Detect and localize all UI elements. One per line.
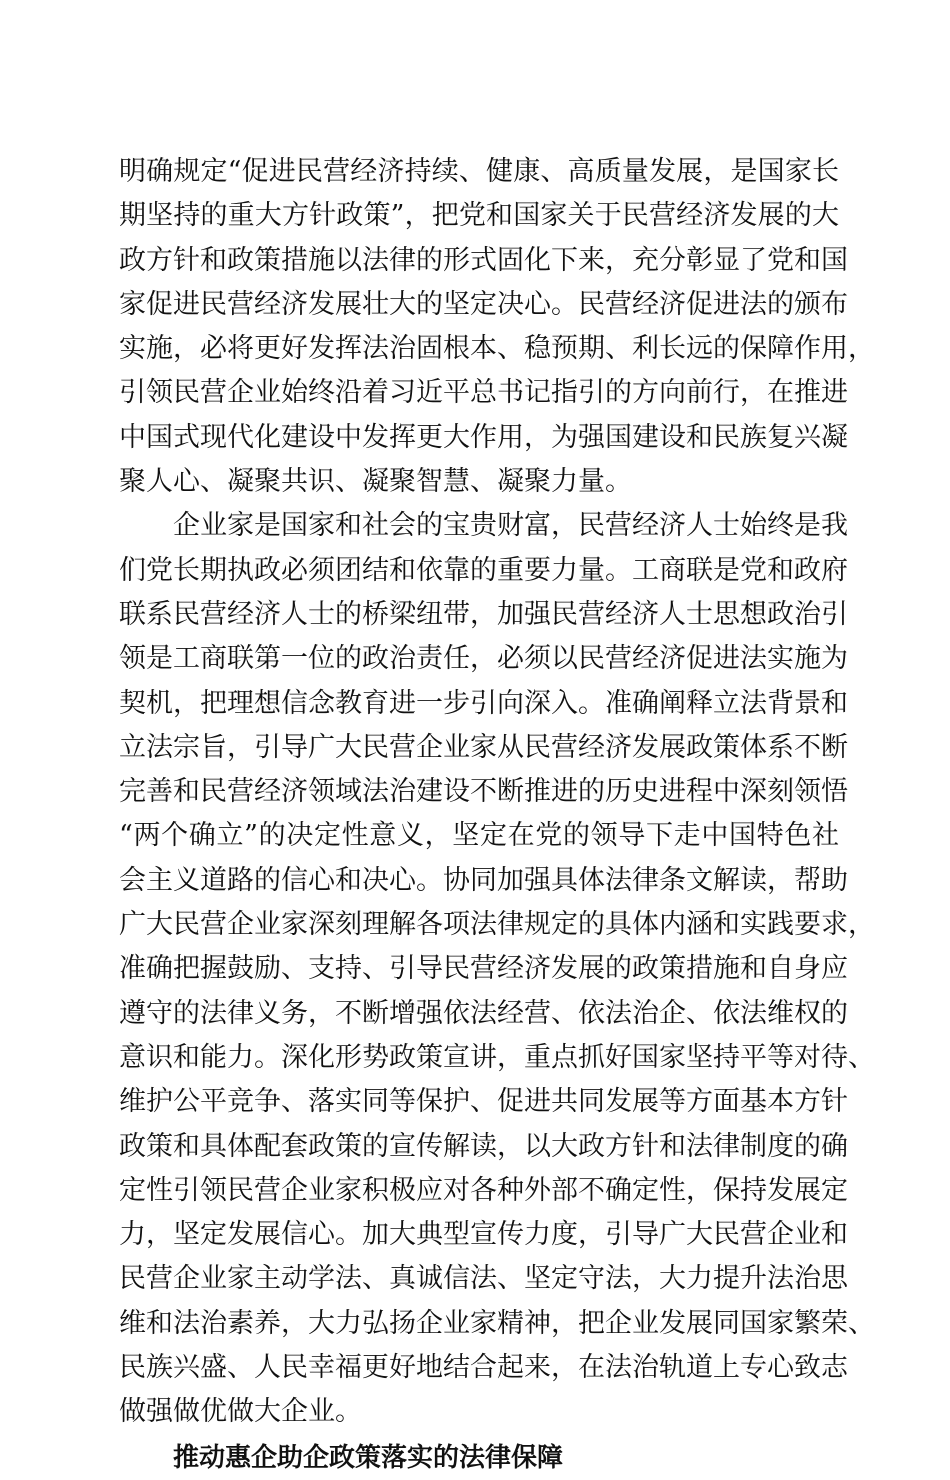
text-line: 会主义道路的信心和决心。协同加强具体法律条文解读，帮助 bbox=[119, 864, 848, 896]
text-line: 契机，把理想信念教育进一步引向深入。准确阐释立法背景和 bbox=[119, 687, 848, 719]
text-line: “两个确立”的决定性意义，坚定在党的领导下走中国特色社 bbox=[119, 820, 839, 852]
text-line: 们党长期执政必须团结和依靠的重要力量。工商联是党和政府 bbox=[119, 554, 848, 586]
paragraph-1 bbox=[119, 150, 875, 504]
text-line: 完善和民营经济领域法治建设不断推进的历史进程中深刻领悟 bbox=[119, 776, 848, 808]
text-line: 维和法治素养，大力弘扬企业家精神，把企业发展同国家繁荣、 bbox=[119, 1307, 875, 1339]
text-line: 遵守的法律义务，不断增强依法经营、依法治企、依法维权的 bbox=[119, 997, 848, 1029]
text-line: 维护公平竞争、落实同等保护、促进共同发展等方面基本方针 bbox=[119, 1086, 848, 1118]
text-line: 广大民营企业家深刻理解各项法律规定的具体内涵和实践要求， bbox=[119, 909, 875, 941]
text-line: 引领民营企业始终沿着习近平总书记指引的方向前行，在推进 bbox=[119, 377, 848, 409]
text-line: 家促进民营经济发展壮大的坚定决心。民营经济促进法的颁布 bbox=[119, 288, 848, 320]
text-line: 意识和能力。深化形势政策宣讲，重点抓好国家坚持平等对待、 bbox=[119, 1041, 875, 1073]
text-line: 做强做优做大企业。 bbox=[119, 1396, 362, 1428]
text-line: 聚人心、凝聚共识、凝聚智慧、凝聚力量。 bbox=[119, 466, 632, 498]
text-line: 明确规定“促进民营经济持续、健康、高质量发展，是国家长 bbox=[119, 156, 839, 187]
section-heading: 推动惠企助企政策落实的法律保障 bbox=[173, 1442, 564, 1473]
body-text bbox=[119, 150, 875, 1480]
text-line: 民族兴盛、人民幸福更好地结合起来，在法治轨道上专心致志 bbox=[119, 1352, 848, 1384]
text-line: 民营企业家主动学法、真诚信法、坚定守法，大力提升法治思 bbox=[119, 1263, 848, 1295]
text-line: 联系民营经济人士的桥梁纽带，加强民营经济人士思想政治引 bbox=[119, 598, 848, 630]
paragraph-2 bbox=[119, 504, 875, 1434]
text-line: 期坚持的重大方针政策”，把党和国家关于民营经济发展的大 bbox=[119, 200, 839, 232]
text-line: 企业家是国家和社会的宝贵财富，民营经济人士始终是我 bbox=[173, 510, 848, 542]
text-line: 政策和具体配套政策的宣传解读，以大政方针和法律制度的确 bbox=[119, 1130, 848, 1162]
text-line: 立法宗旨，引导广大民营企业家从民营经济发展政策体系不断 bbox=[119, 731, 848, 763]
text-line: 政方针和政策措施以法律的形式固化下来，充分彰显了党和国 bbox=[119, 244, 848, 276]
text-line: 力，坚定发展信心。加大典型宣传力度，引导广大民营企业和 bbox=[119, 1219, 848, 1251]
text-line: 定性引领民营企业家积极应对各种外部不确定性，保持发展定 bbox=[119, 1174, 848, 1206]
text-line: 领是工商联第一位的政治责任，必须以民营经济促进法实施为 bbox=[119, 643, 848, 675]
text-line: 准确把握鼓励、支持、引导民营经济发展的政策措施和自身应 bbox=[119, 953, 848, 985]
text-line: 中国式现代化建设中发挥更大作用，为强国建设和民族复兴凝 bbox=[119, 421, 848, 453]
text-line: 实施，必将更好发挥法治固根本、稳预期、利长远的保障作用， bbox=[119, 333, 875, 365]
